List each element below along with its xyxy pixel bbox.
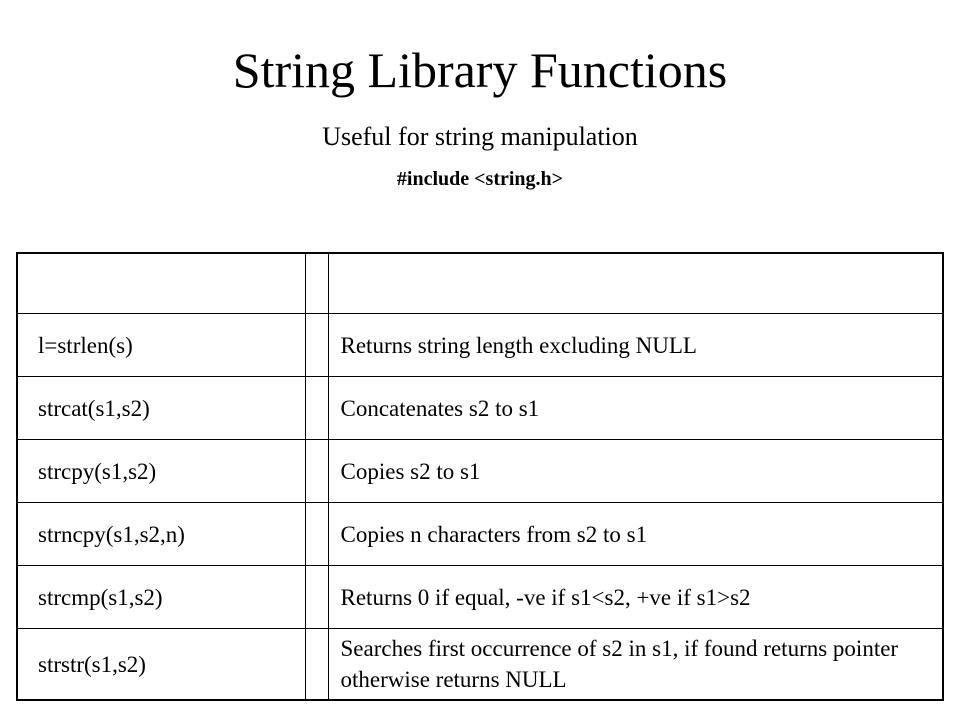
table-row: [17, 503, 943, 566]
table-row: [17, 629, 943, 701]
header-cell-function: [17, 253, 305, 314]
column-gap-cell: [305, 566, 328, 629]
function-cell: strncpy(s1,s2,n): [17, 503, 305, 566]
description-cell: Concatenates s2 to s1: [328, 377, 943, 440]
table-row: [17, 314, 943, 377]
description-cell: Searches first occurrence of s2 in s1, if found returns pointer otherwise returns NULL: [328, 629, 943, 701]
function-cell: l=strlen(s): [17, 314, 305, 377]
column-gap-cell: [305, 629, 328, 701]
function-cell: strcmp(s1,s2): [17, 566, 305, 629]
table-row: [17, 566, 943, 629]
slide-subtitle: Useful for string manipulation: [322, 122, 638, 151]
slide-title: String Library Functions: [232, 42, 728, 98]
description-cell: Copies s2 to s1: [328, 440, 943, 503]
table-row: [17, 377, 943, 440]
column-gap-cell: [305, 314, 328, 377]
table-row: [17, 440, 943, 503]
function-cell: strcat(s1,s2): [17, 377, 305, 440]
column-gap-cell: [305, 253, 328, 314]
column-gap-cell: [305, 377, 328, 440]
function-cell: strstr(s1,s2): [17, 629, 305, 701]
include-directive: #include <string.h>: [396, 168, 564, 190]
table-header-row: [17, 253, 943, 314]
function-table: [16, 252, 944, 701]
column-gap-cell: [305, 503, 328, 566]
description-cell: Returns 0 if equal, -ve if s1<s2, +ve if s1>s2: [328, 566, 943, 629]
header-cell-description: [328, 253, 943, 314]
column-gap-cell: [305, 440, 328, 503]
function-cell: strcpy(s1,s2): [17, 440, 305, 503]
description-cell: Copies n characters from s2 to s1: [328, 503, 943, 566]
description-cell: Returns string length excluding NULL: [328, 314, 943, 377]
